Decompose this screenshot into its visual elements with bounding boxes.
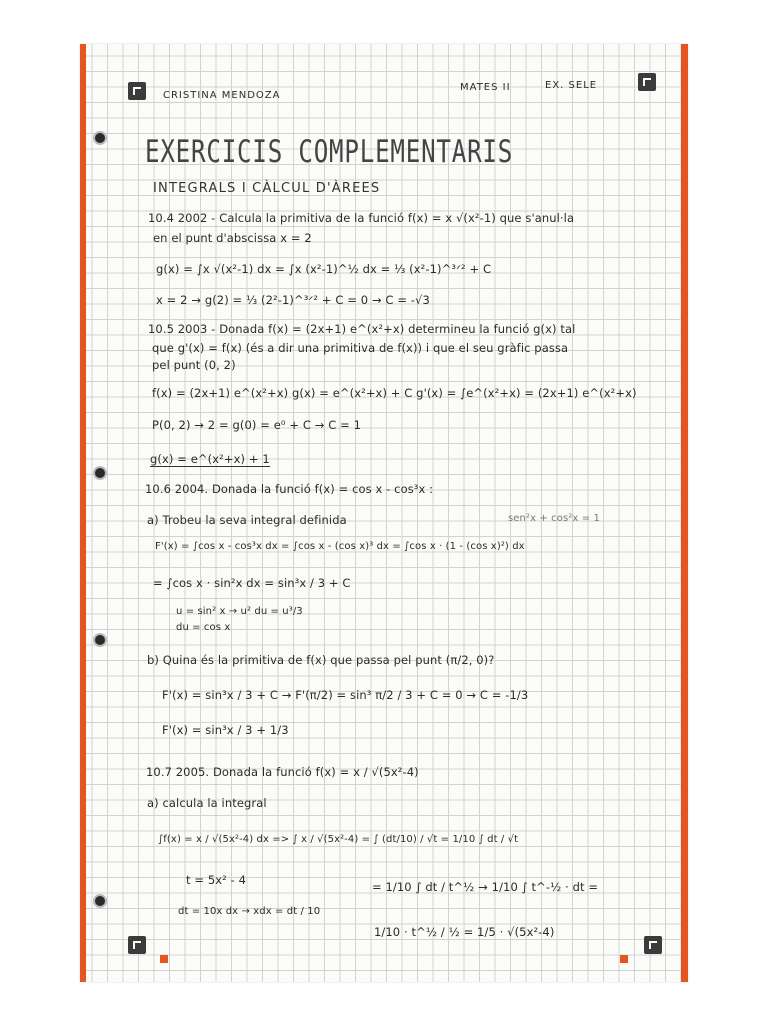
binder-hole [93, 131, 107, 145]
substitution-line: du = cos x [176, 622, 231, 633]
exercise-10-7-statement: 10.7 2005. Donada la funció f(x) = x / √(5x²-4) [146, 765, 419, 779]
exercise-10-4-statement-2: en el punt d'abscissa x = 2 [153, 231, 312, 245]
page-left-edge [80, 44, 86, 982]
math-line: P(0, 2) → 2 = g(0) = e⁰ + C → C = 1 [152, 418, 362, 432]
math-result: 1/10 · t^½ / ½ = 1/5 · √(5x²-4) [374, 925, 555, 939]
math-line: g(x) = ∫x √(x²-1) dx = ∫x (x²-1)^½ dx = ⅓ (x²-1)^³ᐟ² + C [156, 262, 492, 276]
math-line: F'(x) = ∫cos x - cos³x dx = ∫cos x - (cos x)³ dx = ∫cos x · (1 - (cos x)²) dx [155, 541, 525, 552]
orange-mark [620, 955, 628, 963]
exercise-10-6-part-a: a) Trobeu la seva integral definida [147, 513, 347, 527]
substitution-line: t = 5x² - 4 [186, 873, 247, 887]
identity-note: sen²x + cos²x = 1 [508, 513, 600, 524]
exercise-10-7-part-a: a) calcula la integral [147, 796, 267, 810]
corner-marker-icon [644, 936, 662, 954]
exercise-10-4-statement: 10.4 2002 - Calcula la primitiva de la funció f(x) = x √(x²-1) que s'anul·la [148, 211, 575, 225]
math-line: f(x) = (2x+1) e^(x²+x) g(x) = e^(x²+x) + C g'(x) = ∫e^(x²+x) = (2x+1) e^(x²+x) [152, 386, 637, 400]
exercise-10-5-statement-2: que g'(x) = f(x) (és a dir una primitiva de f(x)) i que el seu gràfic passa [152, 341, 569, 355]
corner-marker-icon [638, 73, 656, 91]
binder-hole [93, 466, 107, 480]
student-name: CRISTINA MENDOZA [163, 90, 281, 101]
page-right-edge [681, 44, 688, 982]
exam-label: EX. SELE [545, 80, 598, 91]
binder-hole [93, 633, 107, 647]
binder-hole [93, 894, 107, 908]
page-subtitle: INTEGRALS I CÀLCUL D'ÀREES [153, 181, 381, 196]
subject: MATES II [460, 82, 511, 93]
page-title: EXERCICIS COMPLEMENTARIS [145, 134, 514, 170]
substitution-line: u = sin² x → u² du = u³/3 [176, 606, 303, 617]
math-line: = ∫cos x · sin²x dx = sin³x / 3 + C [153, 576, 351, 590]
corner-marker-icon [128, 936, 146, 954]
substitution-line: dt = 10x dx → xdx = dt / 10 [178, 906, 321, 917]
math-line: F'(x) = sin³x / 3 + 1/3 [162, 723, 289, 737]
exercise-10-5-statement-3: pel punt (0, 2) [152, 358, 236, 372]
math-result: g(x) = e^(x²+x) + 1 [150, 452, 270, 466]
corner-marker-icon [128, 82, 146, 100]
exercise-10-6-part-b: b) Quina és la primitiva de f(x) que passa pel punt (π/2, 0)? [147, 653, 495, 667]
math-line: x = 2 → g(2) = ⅓ (2²-1)^³ᐟ² + C = 0 → C = -√3 [156, 293, 430, 307]
math-line: = 1/10 ∫ dt / t^½ → 1/10 ∫ t^-½ · dt = [372, 880, 599, 894]
math-line: F'(x) = sin³x / 3 + C → F'(π/2) = sin³ π/2 / 3 + C = 0 → C = -1/3 [162, 688, 529, 702]
math-line: ∫f(x) = x / √(5x²-4) dx => ∫ x / √(5x²-4) = ∫ (dt/10) / √t = 1/10 ∫ dt / √t [158, 834, 519, 845]
exercise-10-5-statement: 10.5 2003 - Donada f(x) = (2x+1) e^(x²+x) determineu la funció g(x) tal [148, 322, 576, 336]
exercise-10-6-statement: 10.6 2004. Donada la funció f(x) = cos x - cos³x : [145, 482, 434, 496]
orange-mark [160, 955, 168, 963]
